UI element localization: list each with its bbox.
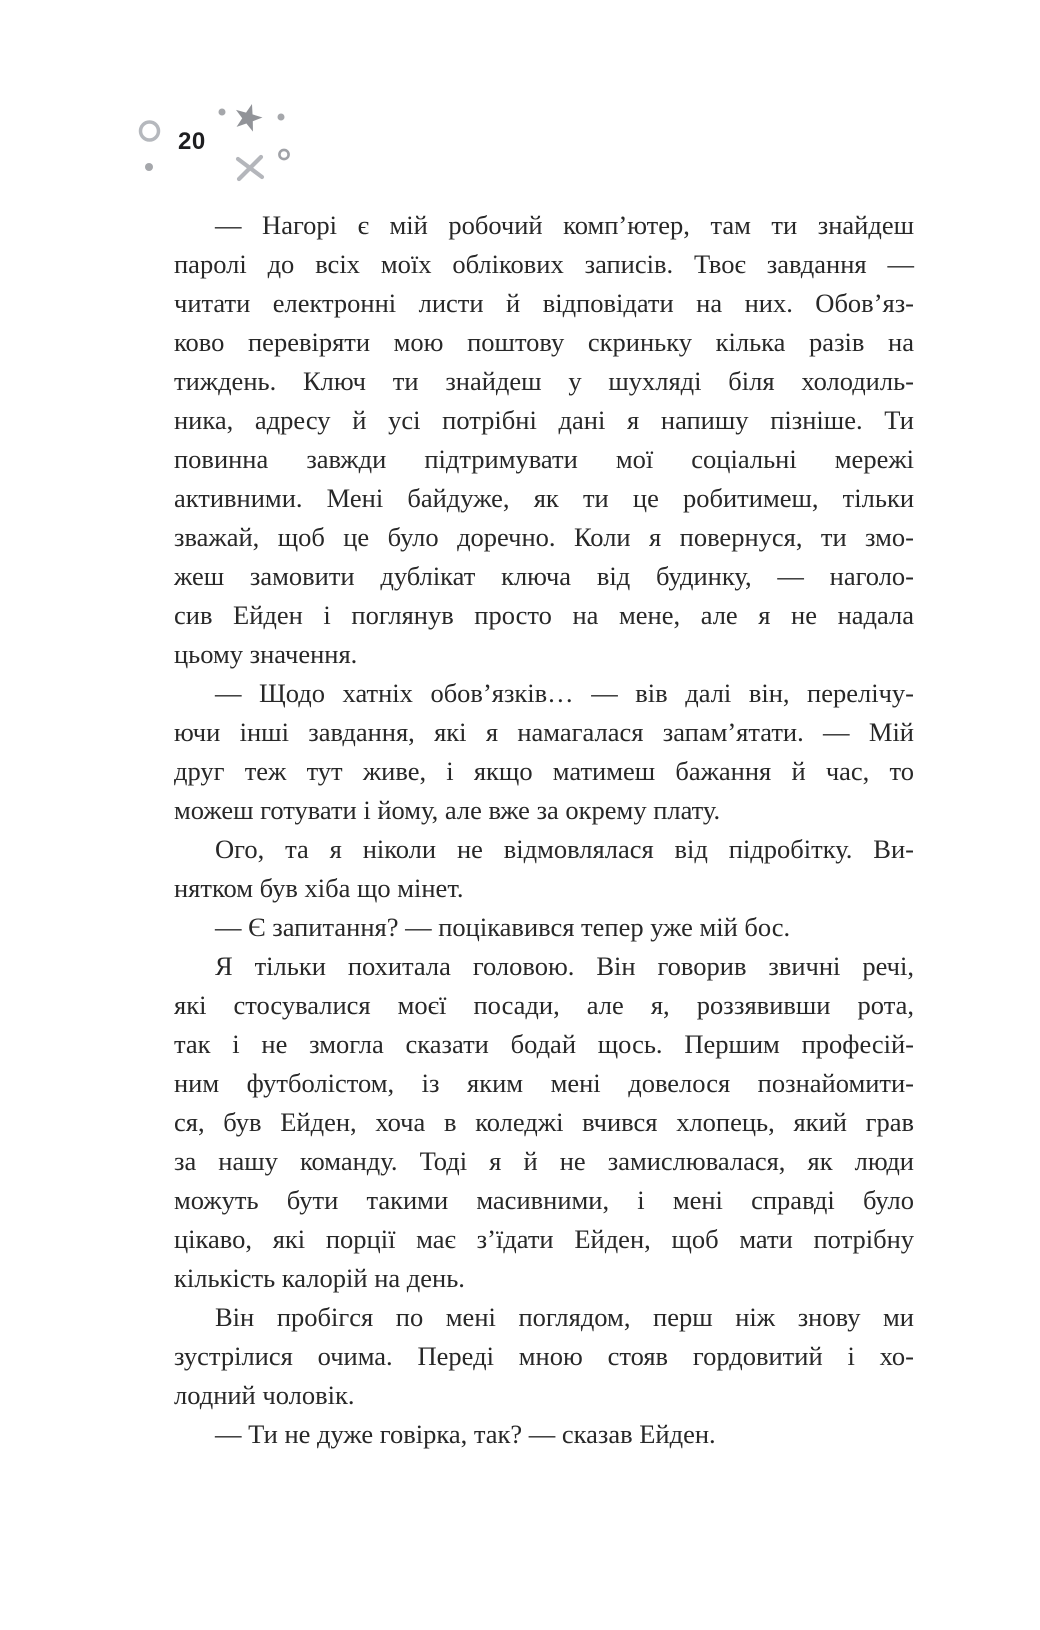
circle-outline-icon [279,150,288,159]
paragraph [174,1415,914,1454]
text-line: зважай, щоб це було доречно. Коли я повернуся, ти змо- [174,522,914,552]
text-line: читати електронні листи й відповідати на них. Обов’яз- [174,288,914,318]
ring-icon [141,122,159,140]
paragraph [174,830,914,908]
text-line: цьому значення. [174,639,358,669]
paragraph [174,206,914,674]
text-line: які стосувалися моєї посади, але я, роззявивши рота, [174,990,914,1020]
text-line: повинна завжди підтримувати мої соціальні мережі [174,444,914,474]
paragraph [174,674,914,830]
paragraph [174,908,914,947]
text-line: Я тільки похитала головою. Він говорив звичні речі, [215,951,914,981]
paragraph [174,1298,914,1415]
paragraph [174,947,914,1298]
text-line: — Щодо хатніх обов’язків… — вів далі він, перелічу- [215,678,914,708]
text-line: за нашу команду. Тоді я й не замислювалася, як люди [174,1146,914,1176]
text-block [174,206,914,1454]
text-line: — Ти не дуже говірка, так? — сказав Ейден. [215,1419,716,1449]
star-icon [233,102,264,133]
text-line: — Є запитання? — поцікавився тепер уже мій бос. [215,912,791,942]
text-line: тиждень. Ключ ти знайдеш у шухляді біля холодиль- [174,366,914,396]
text-line: можуть бути такими масивними, і мені справді було [174,1185,914,1215]
text-line: ючи інші завдання, які я намагалася запам’ятати. — Мій [174,717,914,747]
text-line: Ого, та я ніколи не відмовлялася від підробітку. Ви- [215,834,914,864]
text-line: ся, був Ейден, хоча в коледжі вчився хлопець, який грав [174,1107,914,1137]
text-line: ково перевіряти мою поштову скриньку кілька разів на [174,327,914,357]
text-line: жеш замовити дублікат ключа від будинку, — наголо- [174,561,914,591]
text-line: можеш готувати і йому, але вже за окрему плату. [174,795,721,825]
text-line: друг теж тут живе, і якщо матимеш бажання й час, то [174,756,914,786]
text-line: сив Ейден і поглянув просто на мене, але я не надала [174,600,914,630]
x-icon [238,157,262,179]
text-line: Він пробігся по мені поглядом, перш ніж знову ми [215,1302,914,1332]
text-line: активними. Мені байдуже, як ти це робитимеш, тільки [174,483,914,513]
text-line: кількість калорій на день. [174,1263,465,1293]
text-line: паролі до всіх моїх облікових записів. Твоє завдання — [174,249,914,279]
text-line: — Нагорі є мій робочий комп’ютер, там ти знайдеш [215,210,914,240]
dot-icon [145,163,153,171]
page-number: 20 [178,128,206,155]
text-line: ника, адресу й усі потрібні дані я напишу пізніше. Ти [174,405,914,435]
text-line: цікаво, які порції має з’їдати Ейден, щоб мати потрібну [174,1224,914,1254]
text-line: нятком був хіба що мінет. [174,873,464,903]
text-line: ним футболістом, із яким мені довелося познайомити- [174,1068,914,1098]
ornament [118,93,298,193]
dot-icon [278,114,285,121]
text-line: лодний чоловік. [174,1380,355,1410]
dot-icon [219,109,226,116]
text-line: так і не змогла сказати бодай щось. Першим професій- [174,1029,914,1059]
text-line: зустрілися очима. Переді мною стояв гордовитий і хо- [174,1341,914,1371]
